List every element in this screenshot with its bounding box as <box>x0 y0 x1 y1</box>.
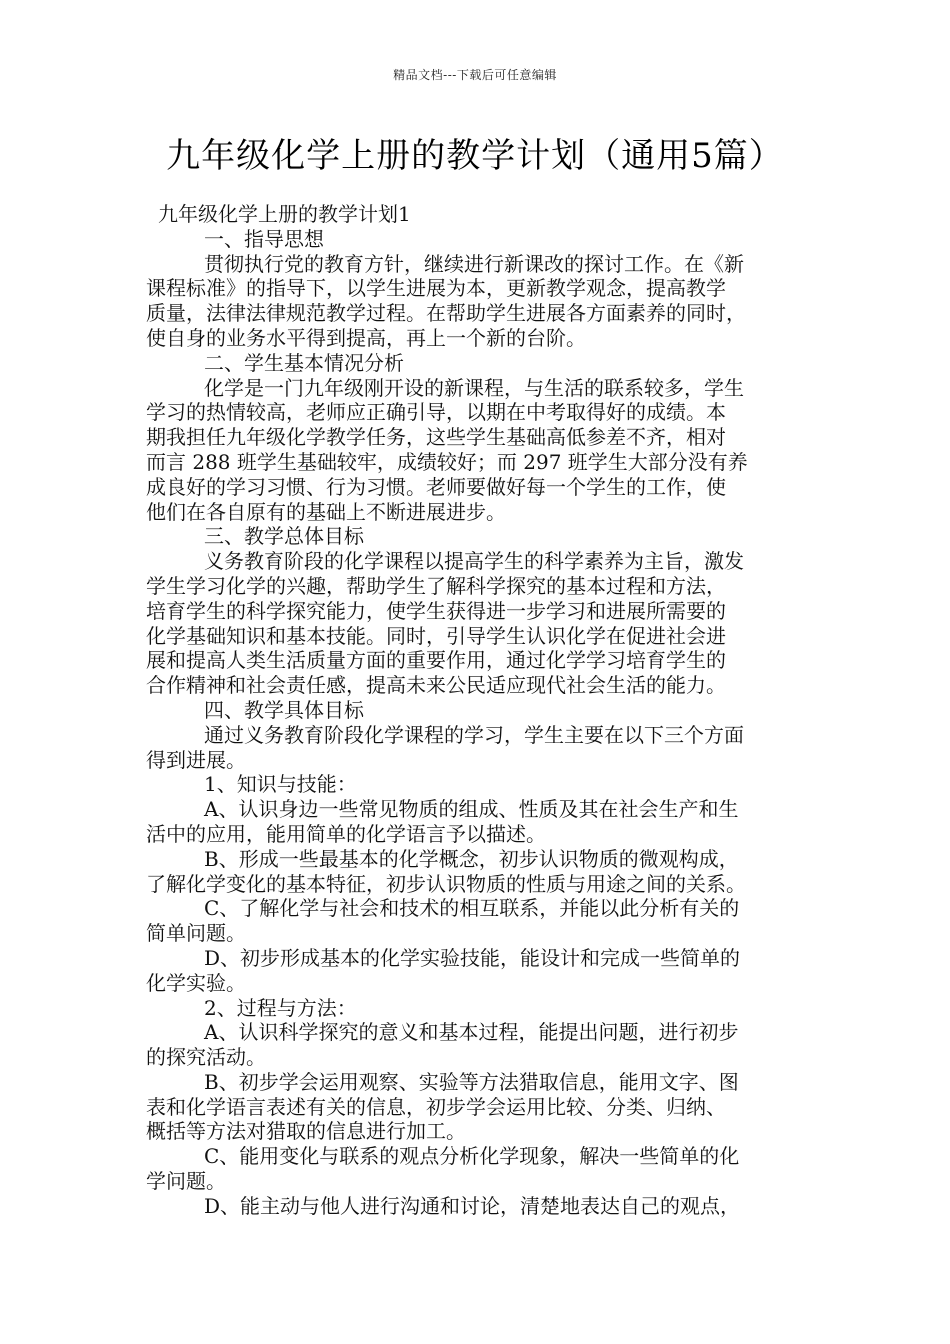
list-item-line: 简单问题。 <box>146 921 246 946</box>
paragraph-line: 合作精神和社会责任感，提高未来公民适应现代社会生活的能力。 <box>146 673 726 698</box>
paragraph-line: 学习的热情较高，老师应正确引导，以期在中考取得好的成绩。本 <box>146 400 726 425</box>
list-item-line: B、初步学会运用观察、实验等方法猎取信息，能用文字、图 <box>204 1069 739 1094</box>
paragraph-line: 展和提高人类生活质量方面的重要作用，通过化学学习培育学生的 <box>146 648 726 673</box>
paragraph-line: 义务教育阶段的化学课程以提高学生的科学素养为主旨，激发 <box>204 549 744 574</box>
section-subtitle: 九年级化学上册的教学计划1 <box>158 202 411 226</box>
document-title: 九年级化学上册的教学计划（通用5篇） <box>166 136 784 176</box>
list-item-line: 的探究活动。 <box>146 1045 266 1070</box>
paragraph-line: 使自身的业务水平得到提高，再上一个新的台阶。 <box>146 325 586 350</box>
paragraph-line: 质量，法律法律规范教学过程。在帮助学生进展各方面素养的同时， <box>146 301 746 326</box>
section-heading: 二、学生基本情况分析 <box>204 350 404 375</box>
paragraph-line: 得到进展。 <box>146 747 246 772</box>
paragraph-line: 他们在各自原有的基础上不断进展进步。 <box>146 499 506 524</box>
list-item-line: 化学实验。 <box>146 970 246 995</box>
list-item-line: 活中的应用，能用简单的化学语言予以描述。 <box>146 821 546 846</box>
list-item-line: 表和化学语言表述有关的信息，初步学会运用比较、分类、归纳、 <box>146 1094 726 1119</box>
section-heading: 一、指导思想 <box>204 226 324 251</box>
list-item-line: A、认识身边一些常见物质的组成、性质及其在社会生产和生 <box>204 797 739 822</box>
list-item-line: 学问题。 <box>146 1169 226 1194</box>
list-item-line: C、能用变化与联系的观点分析化学现象，解决一些简单的化 <box>204 1144 740 1169</box>
paragraph-line: 期我担任九年级化学教学任务，这些学生基础高低参差不齐，相对 <box>146 425 726 450</box>
list-item-line: D、能主动与他人进行沟通和讨论，清楚地表达自己的观点， <box>204 1193 741 1218</box>
list-item-line: A、认识科学探究的意义和基本过程，能提出问题，进行初步 <box>204 1020 739 1045</box>
paragraph-line: 培育学生的科学探究能力，使学生获得进一步学习和进展所需要的 <box>146 598 726 623</box>
list-item-line: B、形成一些最基本的化学概念，初步认识物质的微观构成， <box>204 846 739 871</box>
section-heading: 四、教学具体目标 <box>204 697 364 722</box>
paragraph-line: 学生学习化学的兴趣，帮助学生了解科学探究的基本过程和方法， <box>146 573 726 598</box>
paragraph-line: 化学基础知识和基本技能。同时，引导学生认识化学在促进社会进 <box>146 623 726 648</box>
list-item-line: C、了解化学与社会和技术的相互联系，并能以此分析有关的 <box>204 896 740 921</box>
list-item-line: 概括等方法对猎取的信息进行加工。 <box>146 1119 466 1144</box>
paragraph-line: 课程标准》的指导下，以学生进展为本，更新教学观念，提高教学 <box>146 276 726 301</box>
paragraph-line: 贯彻执行党的教育方针，继续进行新课改的探讨工作。在《新 <box>204 251 744 276</box>
page-header: 精品文档---下载后可任意编辑 <box>393 68 557 82</box>
subsection-heading: 1、知识与技能： <box>204 772 357 797</box>
paragraph-line: 成良好的学习习惯、行为习惯。老师要做好每一个学生的工作，使 <box>146 474 726 499</box>
section-heading: 三、教学总体目标 <box>204 524 364 549</box>
document-body <box>146 202 812 1219</box>
paragraph-line: 而言 288 班学生基础较牢，成绩较好；而 297 班学生大部分没有养 <box>146 449 748 474</box>
list-item-line: 了解化学变化的基本特征，初步认识物质的性质与用途之间的关系。 <box>146 871 746 896</box>
paragraph-line: 通过义务教育阶段化学课程的学习，学生主要在以下三个方面 <box>204 722 744 747</box>
subsection-heading: 2、过程与方法： <box>204 995 357 1020</box>
list-item-line: D、初步形成基本的化学实验技能，能设计和完成一些简单的 <box>204 945 741 970</box>
paragraph-line: 化学是一门九年级刚开设的新课程，与生活的联系较多，学生 <box>204 375 744 400</box>
